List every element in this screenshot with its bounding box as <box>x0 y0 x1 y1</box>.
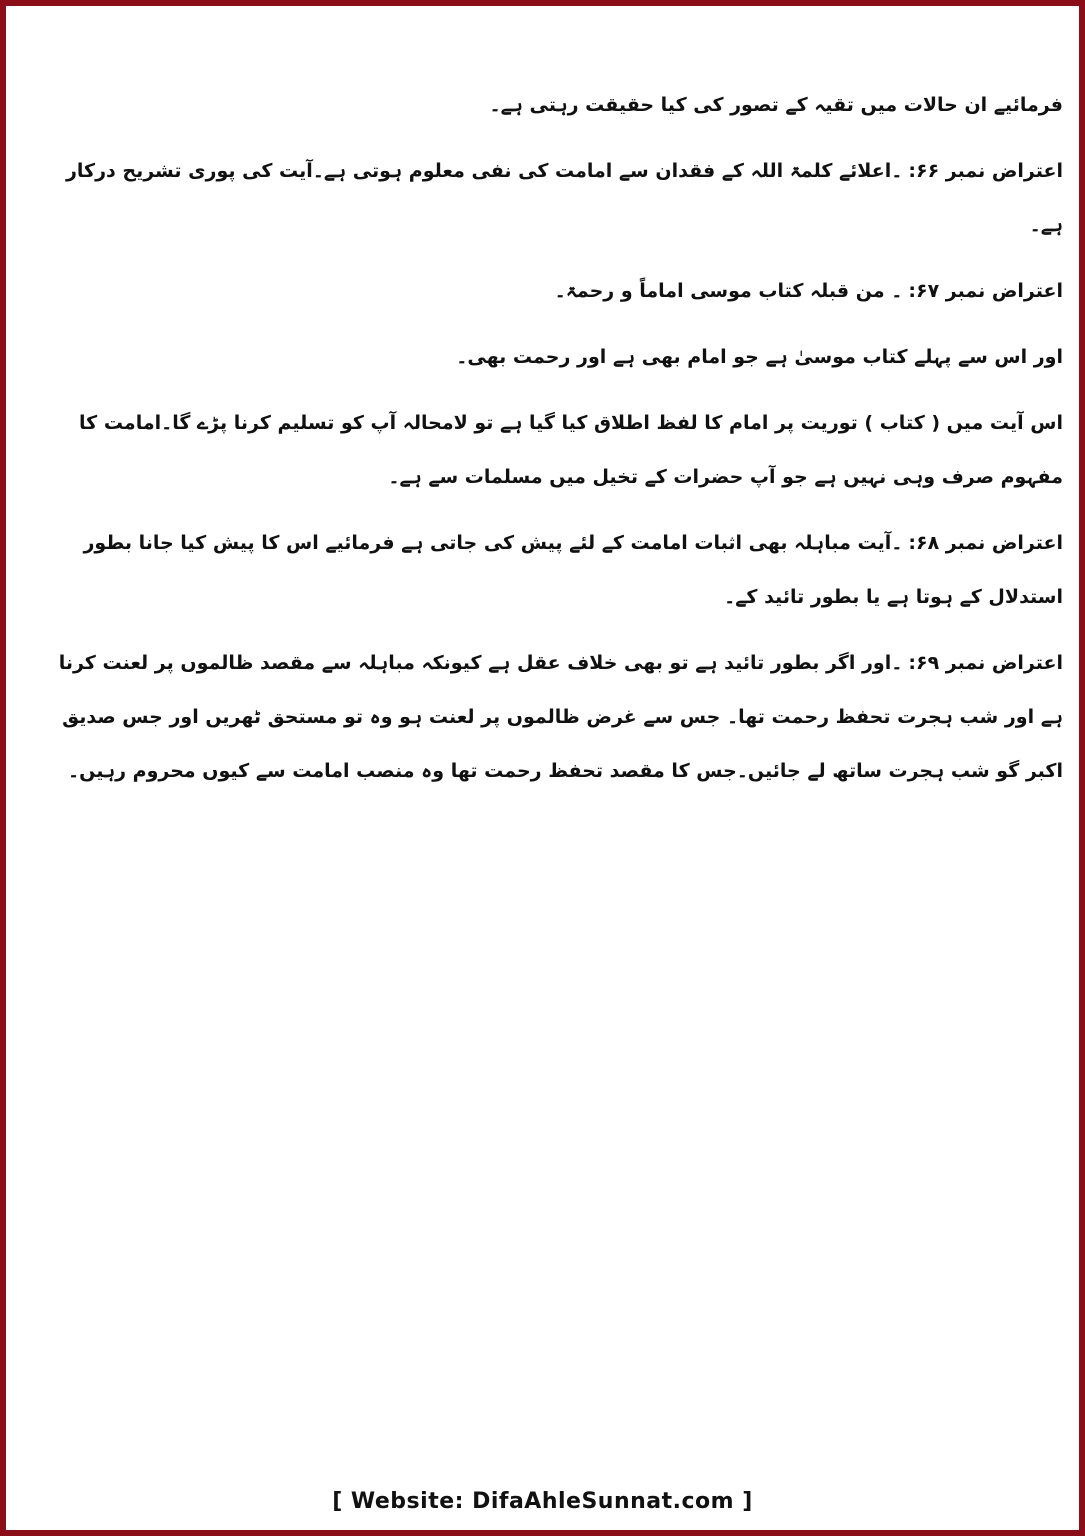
paragraph-text: اس آیت میں ( کتاب ) توریت پر امام کا لفظ اطلاق کیا گیا ہے تو لامحالہ آپ کو تسلیم کرنا پڑے گا۔امامت کا مفہوم صرف وہی نہیں ہے جو آپ حضرات کے تخیل میں مسلمات سے ہے۔ <box>79 412 1063 488</box>
paragraph-translation <box>54 330 1063 384</box>
paragraph-explanation <box>54 396 1063 504</box>
paragraph-text: فرمائیے ان حالات میں تقیہ کے تصور کی کیا حقیقت رہتی ہے۔ <box>489 94 1063 116</box>
objection-text: ۔آیت مباہلہ بھی اثبات امامت کے لئے پیش کی جاتی ہے فرمائیے اس کا پیش کیا جانا بطور استدلال کے ہوتا ہے یا بطور تائید کے۔ <box>83 532 1063 608</box>
objection-label: اعتراض نمبر ۶۷: <box>908 280 1063 302</box>
document-body <box>54 78 1063 810</box>
paragraph-text: اور اس سے پہلے کتاب موسیٰ ہے جو امام بھی ہے اور رحمت بھی۔ <box>456 346 1063 368</box>
objection-66 <box>54 144 1063 252</box>
objection-69 <box>54 636 1063 798</box>
objection-label: اعتراض نمبر ۶۸: <box>908 532 1063 554</box>
website-footer: [ Website: DifaAhleSunnat.com ] <box>332 1489 753 1514</box>
objection-label: اعتراض نمبر ۶۹: <box>908 652 1063 674</box>
paragraph-intro <box>54 78 1063 132</box>
objection-68 <box>54 516 1063 624</box>
objection-67 <box>54 264 1063 318</box>
objection-text: ۔اور اگر بطور تائید ہے تو بھی خلاف عقل ہے کیونکہ مباہلہ سے مقصد ظالموں پر لعنت کرنا ہے اور شب ہجرت تحفظ رحمت تھا۔ جس سے غرض ظالموں پر لعنت ہو وہ تو مستحق ٹھریں اور جس صدیق اکبر گو شب ہجرت ساتھ لے جائیں۔جس کا مقصد تحفظ رحمت تھا وہ منصب امامت سے کیوں محروم رہیں۔ <box>58 652 1063 782</box>
objection-label: اعتراض نمبر ۶۶: <box>908 160 1063 182</box>
objection-text: ۔اعلائے کلمۃ اللہ کے فقدان سے امامت کی نفی معلوم ہوتی ہے۔آیت کی پوری تشریح درکار ہے۔ <box>65 160 1063 236</box>
objection-text: ۔ من قبلہ کتاب موسی اماماً و رحمۃ۔ <box>554 280 903 302</box>
